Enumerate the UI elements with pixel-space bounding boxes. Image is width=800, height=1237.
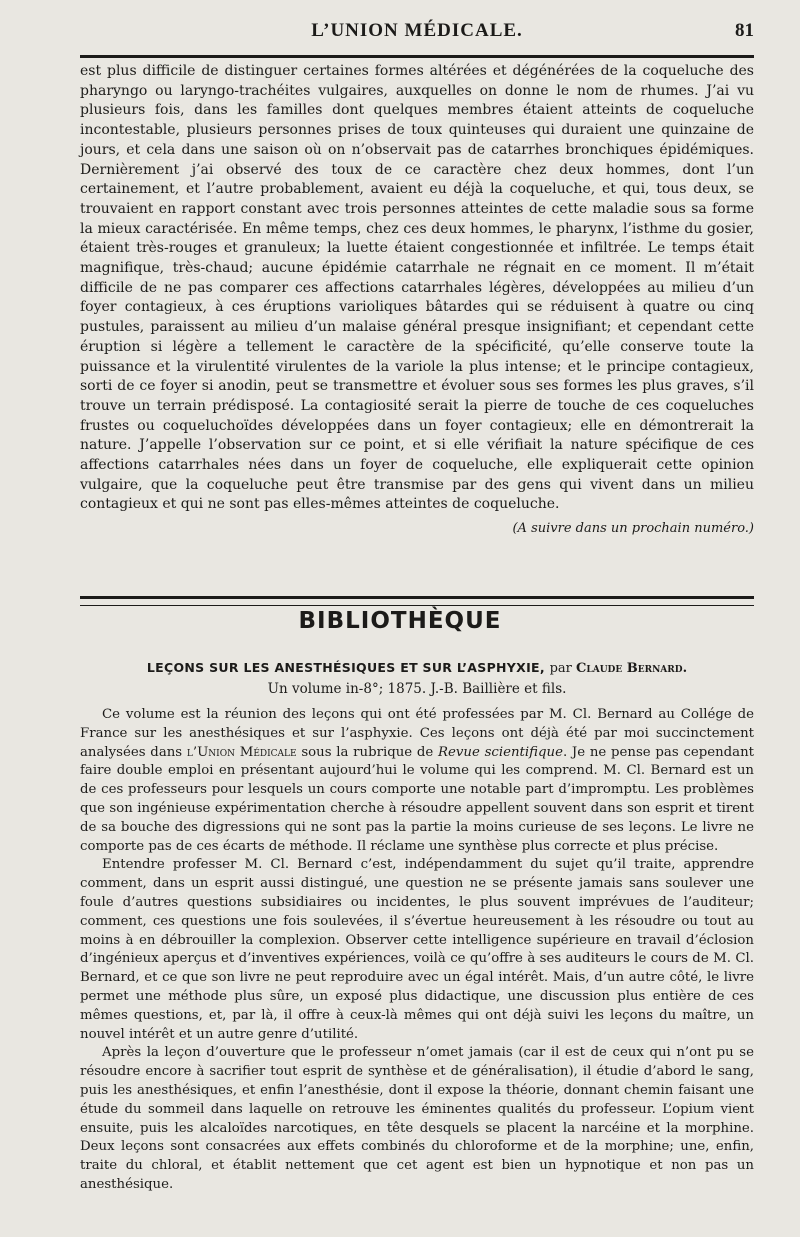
review-text-run: Ce volume est la réunion des leçons qui ont été professées par M. Cl. Bernard au Collége de France sur les anesthésiques et sur l’asphyxie. Ces leçons ont déjà été par moi succinctement analysées dans xyxy=(80,707,754,760)
book-title: LEÇONS SUR LES ANESTHÉSIQUES ET SUR L’ASPHYXIE, xyxy=(146,660,545,675)
section-divider xyxy=(80,596,754,606)
review-paragraph: Entendre professer M. Cl. Bernard c’est, indépendamment du sujet qu’il traite, apprendre comment, dans un esprit aussi distingué, une question ne se présente jamais sans soulever une foule d’autres questions subsidiaires ou incidentes, le plus souvent imprévues de l’auditeur; comment, ces questions une fois soulevées, il s’évertue heureusement à les résoudre ou tout au moins à en débrouiller la complexion. Observer cette intelligence supérieure en travail d’éclosion d’ingénieux aperçus et d’inventives expériences, voilà ce qu’offre à ses auditeurs le cours de M. Cl. Bernard, et ce que son livre ne peut reproduire avec un égal intérêt. Mais, d’un autre côté, le livre permet une méthode plus sûre, un exposé plus didactique, une discussion plus entière de ces mêmes questions, et, par là, il offre à ceux-là mêmes qui ont déjà suivi les leçons du maître, un nouvel intérêt et un autre genre d’utilité. xyxy=(80,857,754,1042)
review-text-run: sous la rubrique de xyxy=(296,744,439,760)
author-prefix: par xyxy=(549,661,572,676)
review-paragraph xyxy=(80,706,754,856)
continued-note: (A suivre dans un prochain numéro.) xyxy=(512,521,754,537)
running-title: L’UNION MÉDICALE. xyxy=(311,20,523,41)
journal-name: l’Union Médicale xyxy=(186,744,297,760)
review-paragraph: Après la leçon d’ouverture que le professeur n’omet jamais (car il est de ceux qui n’ont pu se résoudre encore à sacrifier tout esprit de synthèse et de généralisation), il étudie d’abord le sang, puis les anesthésiques, et enfin l’anesthésie, dont il expose la théorie, donnant chemin faisant une étude du sommeil dans laquelle on retrouve les éminentes qualités du professeur. L’opium vient ensuite, puis les alcaloïdes narcotiques, en tête desquels se placent la narcéine et la morphine. Deux leçons sont consacrées aux effets combinés du chloroforme et de la morphine; une, enfin, traite du chloral, et établit nettement que cet agent est bien un hypnotique et non pas un anesthésique. xyxy=(80,1045,754,1192)
header-rule xyxy=(80,55,754,58)
book-author: Claude Bernard. xyxy=(576,661,688,676)
book-heading xyxy=(80,660,754,676)
article-continuation xyxy=(80,62,754,539)
book-author-line xyxy=(550,661,687,676)
rubric-name: Revue scientifique xyxy=(438,744,563,760)
review-text xyxy=(80,706,754,1195)
review-text-run: . Je ne pense pas cependant faire double emploi en présentant aujourd’hui le volume qui les comprend. M. Cl. Bernard est un de ces professeurs pour lesquels un cours comporte une notable part d’impromptu. Les problèmes que son ingénieuse expérimentation cherche à résoudre appellent souvent dans son esprit et tirent de sa bouche des digressions qui ne sont pas la partie la moins curieuse de ses leçons. Le livre ne comporte pas de ces écarts de méthode. Il réclame une synthèse plus correcte et plus précise. xyxy=(80,744,754,854)
article-paragraph: est plus difficile de distinguer certaines formes altérées et dégénérées de la coqueluche des pharyngo ou laryngo-trachéites vulgaires, auxquelles on donne le nom de rhumes. J’ai vu plusieurs fois, dans les familles dont quelques membres étaient atteints de coqueluche incontestable, plusieurs personnes prises de toux quinteuses qui duraient une quinzaine de jours, et cela dans une saison où on n’observait pas de catarrhes bronchiques épidémiques. Dernièrement j’ai observé des toux de ce caractère chez deux hommes, dont l’un certainement, et l’autre probablement, avaient eu déjà la coqueluche, et qui, tous deux, se trouvaient en rapport constant avec trois personnes atteintes de cette maladie sous sa forme la mieux caractérisée. En même temps, chez ces deux hommes, le pharynx, l’isthme du gosier, étaient très-rouges et granuleux; la luette étaient congestionnée et infiltrée. Le temps était magnifique, très-chaud; aucune épidémie catarrhale ne régnait en ce moment. Il m’était difficile de ne pas comparer ces affections catarrhales légères, développées au milieu d’un foyer contagieux, à ces éruptions varioliques bâtardes qui se réduisent à quatre ou cinq pustules, paraissent au milieu d’un malaise général presque insignifiant; et cependant cette éruption si légère a tellement le caractère de la spécificité, qu’elle conserve toute la puissance et la virulentité virulentes de la variole la plus intense; et le principe contagieux, sorti de ce foyer si anodin, peut se transmettre et évoluer sous ses formes les plus graves, s’il trouve un terrain prédisposé. La contagiosité serait la pierre de touche de ces coqueluches frustes ou coqueluchoïdes développées dans un foyer contagieux; elle en démontrerait la nature. J’appelle l’observation sur ce point, et si elle vérifiait la nature spécifique de ces affections catarrhales nées dans un foyer de coqueluche, elle expliquerait cette opinion vulgaire, que la coqueluche peut être transmise par des gens qui vivent dans un milieu contagieux et qui ne sont pas elles-mêmes atteintes de coqueluche. xyxy=(80,63,754,513)
page-number: 81 xyxy=(735,20,754,41)
page-header xyxy=(80,20,754,48)
section-title: BIBLIOTHÈQUE xyxy=(298,608,502,634)
book-imprint: Un volume in-8°; 1875. J.-B. Baillière et fils. xyxy=(267,681,567,697)
